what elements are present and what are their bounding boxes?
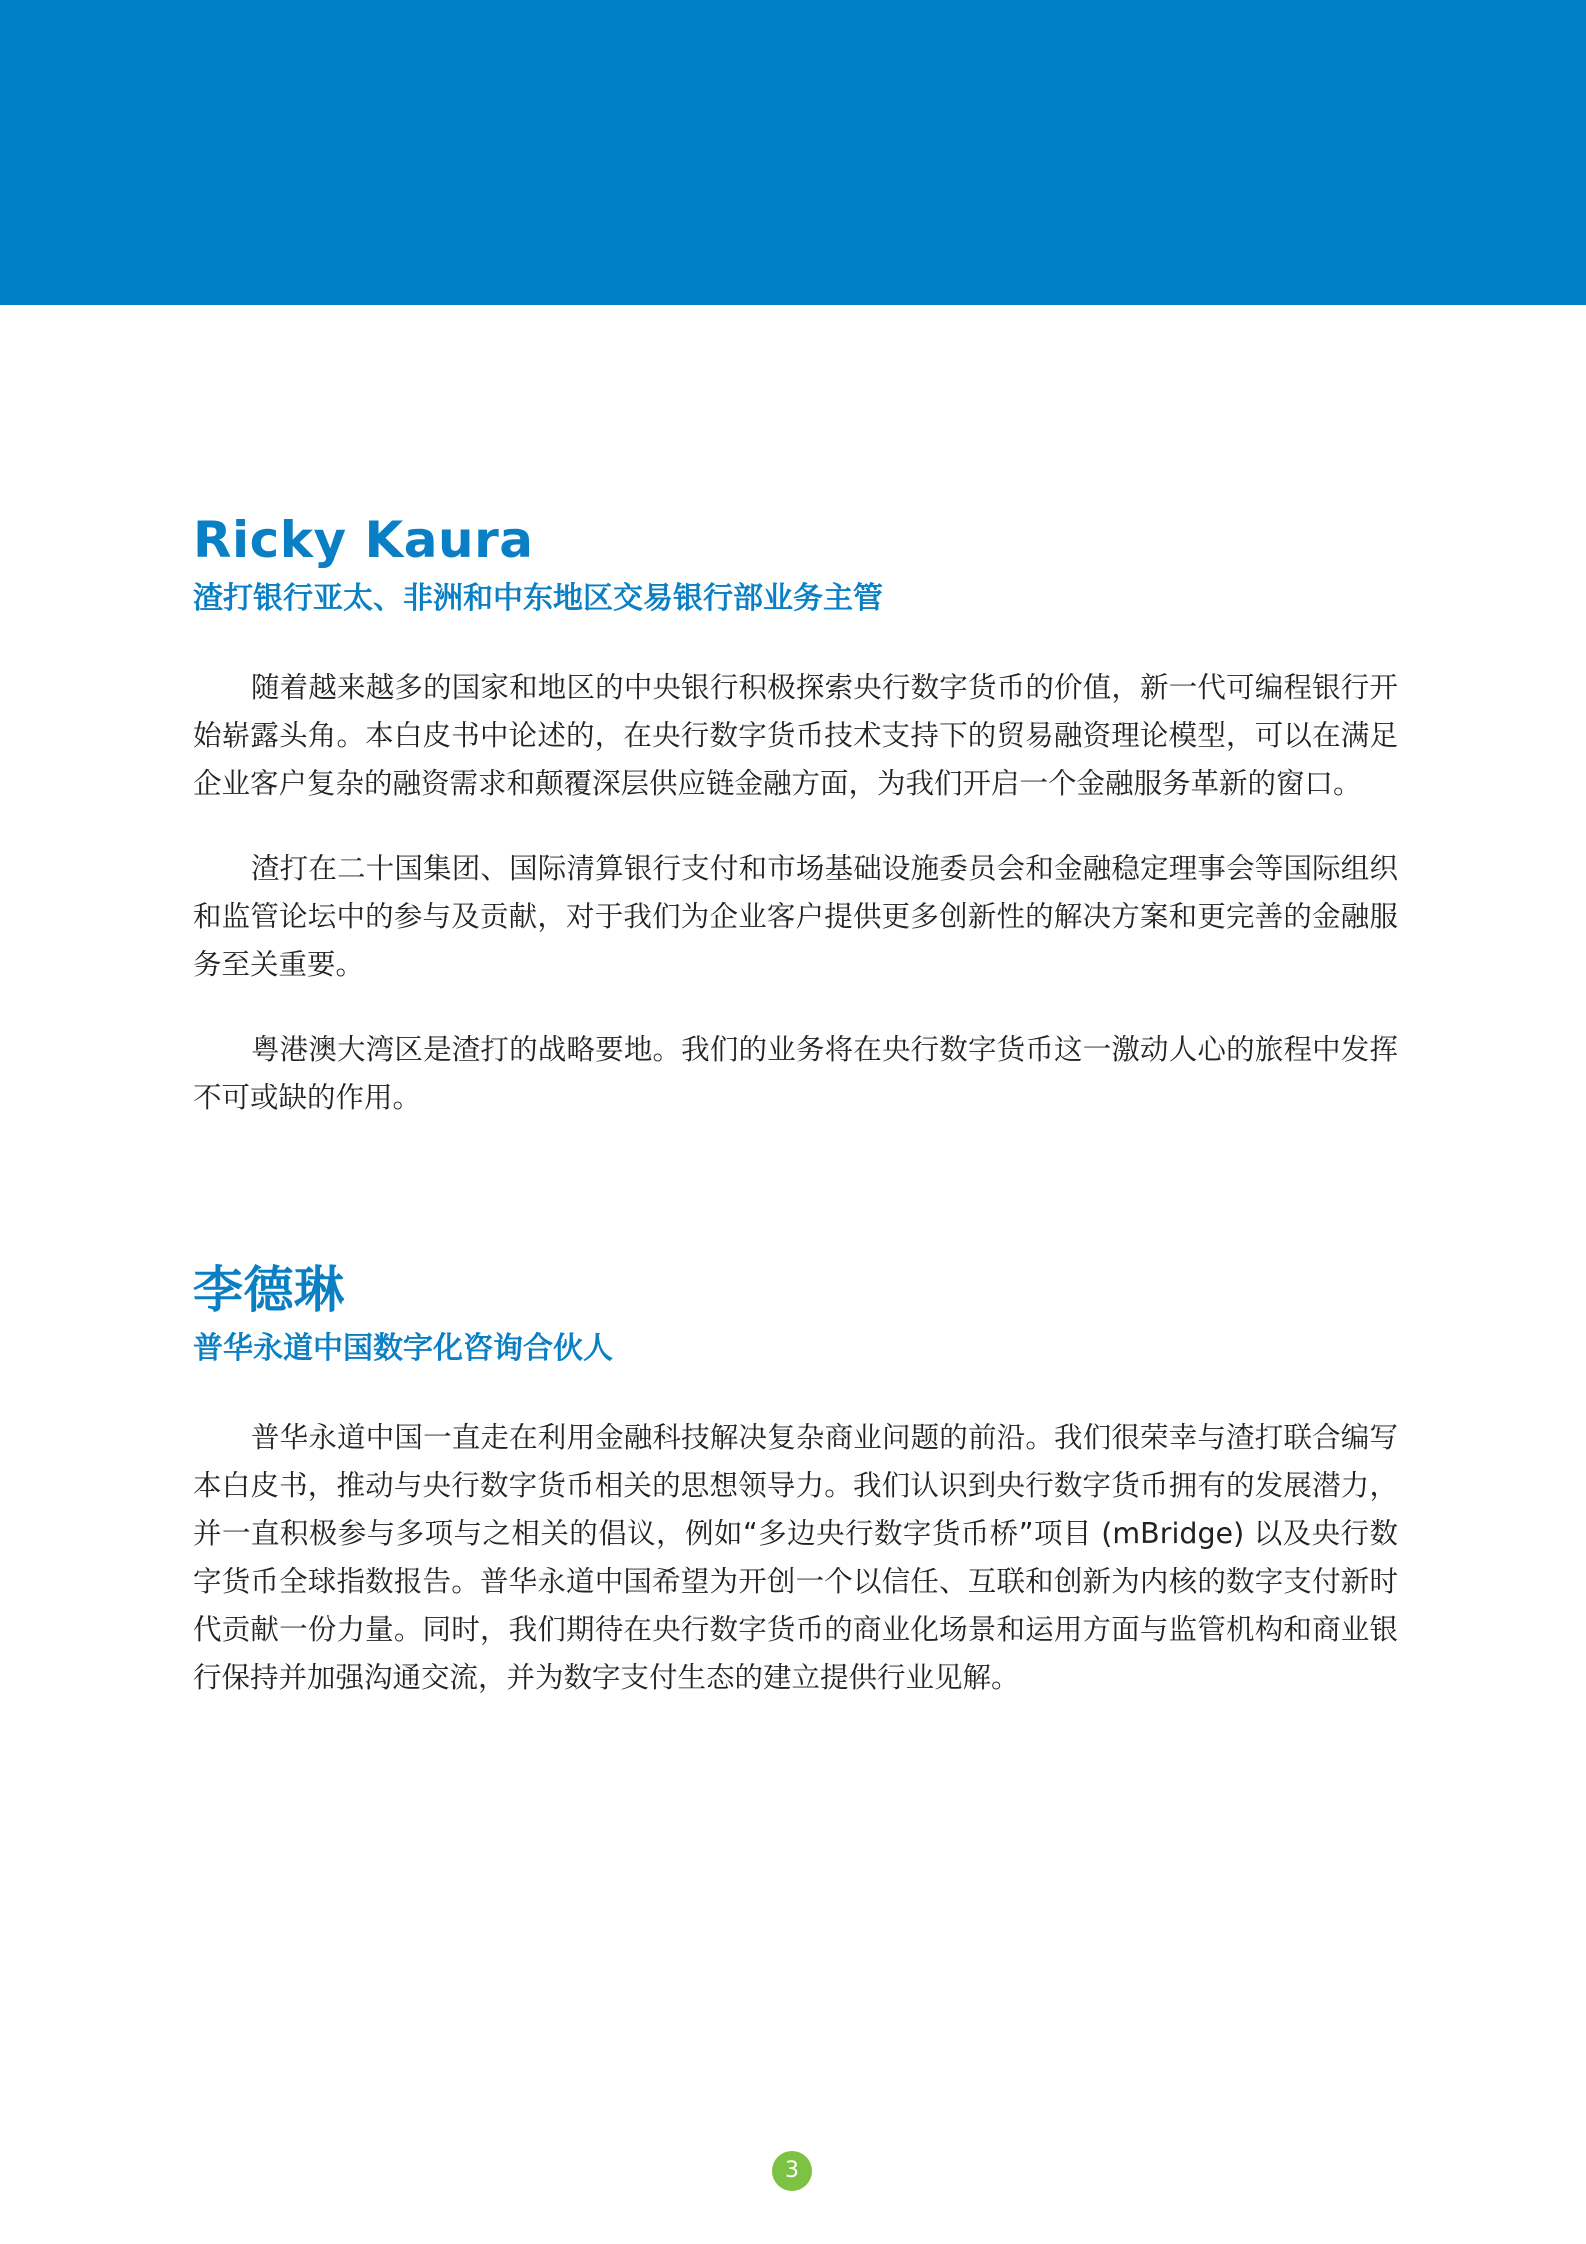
contributor-name: Ricky Kaura [193,511,534,569]
contributor-title: 普华永道中国数字化咨询合伙人 [193,1331,613,1366]
header-band [0,0,1586,305]
contributor-section-li-delin [193,1255,1398,1702]
body-paragraph: 随着越来越多的国家和地区的中央银行积极探索央行数字货币的价值，新一代可编程银行开始崭露头角。本白皮书中论述的，在央行数字货币技术支持下的贸易融资理论模型，可以在满足企业客户复杂的融资需求和颠覆深层供应链金融方面，为我们开启一个金融服务革新的窗口。 [193,671,1398,800]
contributor-section-ricky-kaura [193,505,1398,1122]
contributor-name: 李德琳 [193,1261,345,1319]
body-paragraph: 粤港澳大湾区是渣打的战略要地。我们的业务将在央行数字货币这一激动人心的旅程中发挥不可或缺的作用。 [193,1033,1398,1114]
body-paragraph: 渣打在二十国集团、国际清算银行支付和市场基础设施委员会和金融稳定理事会等国际组织和监管论坛中的参与及贡献，对于我们为企业客户提供更多创新性的解决方案和更完善的金融服务至关重要。 [193,852,1398,981]
page-number-badge: 3 [772,2151,812,2191]
contributor-title: 渣打银行亚太、非洲和中东地区交易银行部业务主管 [193,581,883,616]
body-paragraph: 普华永道中国一直走在利用金融科技解决复杂商业问题的前沿。我们很荣幸与渣打联合编写本白皮书，推动与央行数字货币相关的思想领导力。我们认识到央行数字货币拥有的发展潜力，并一直积极参与多项与之相关的倡议，例如“多边央行数字货币桥”项目 (mBridge) 以及央行数字货币全球指数报告。普华永道中国希望为开创一个以信任、互联和创新为内核的数字支付新时代贡献一份力量。同时，我们期待在央行数字货币的商业化场景和运用方面与监管机构和商业银行保持并加强沟通交流，并为数字支付生态的建立提供行业见解。 [193,1421,1398,1694]
